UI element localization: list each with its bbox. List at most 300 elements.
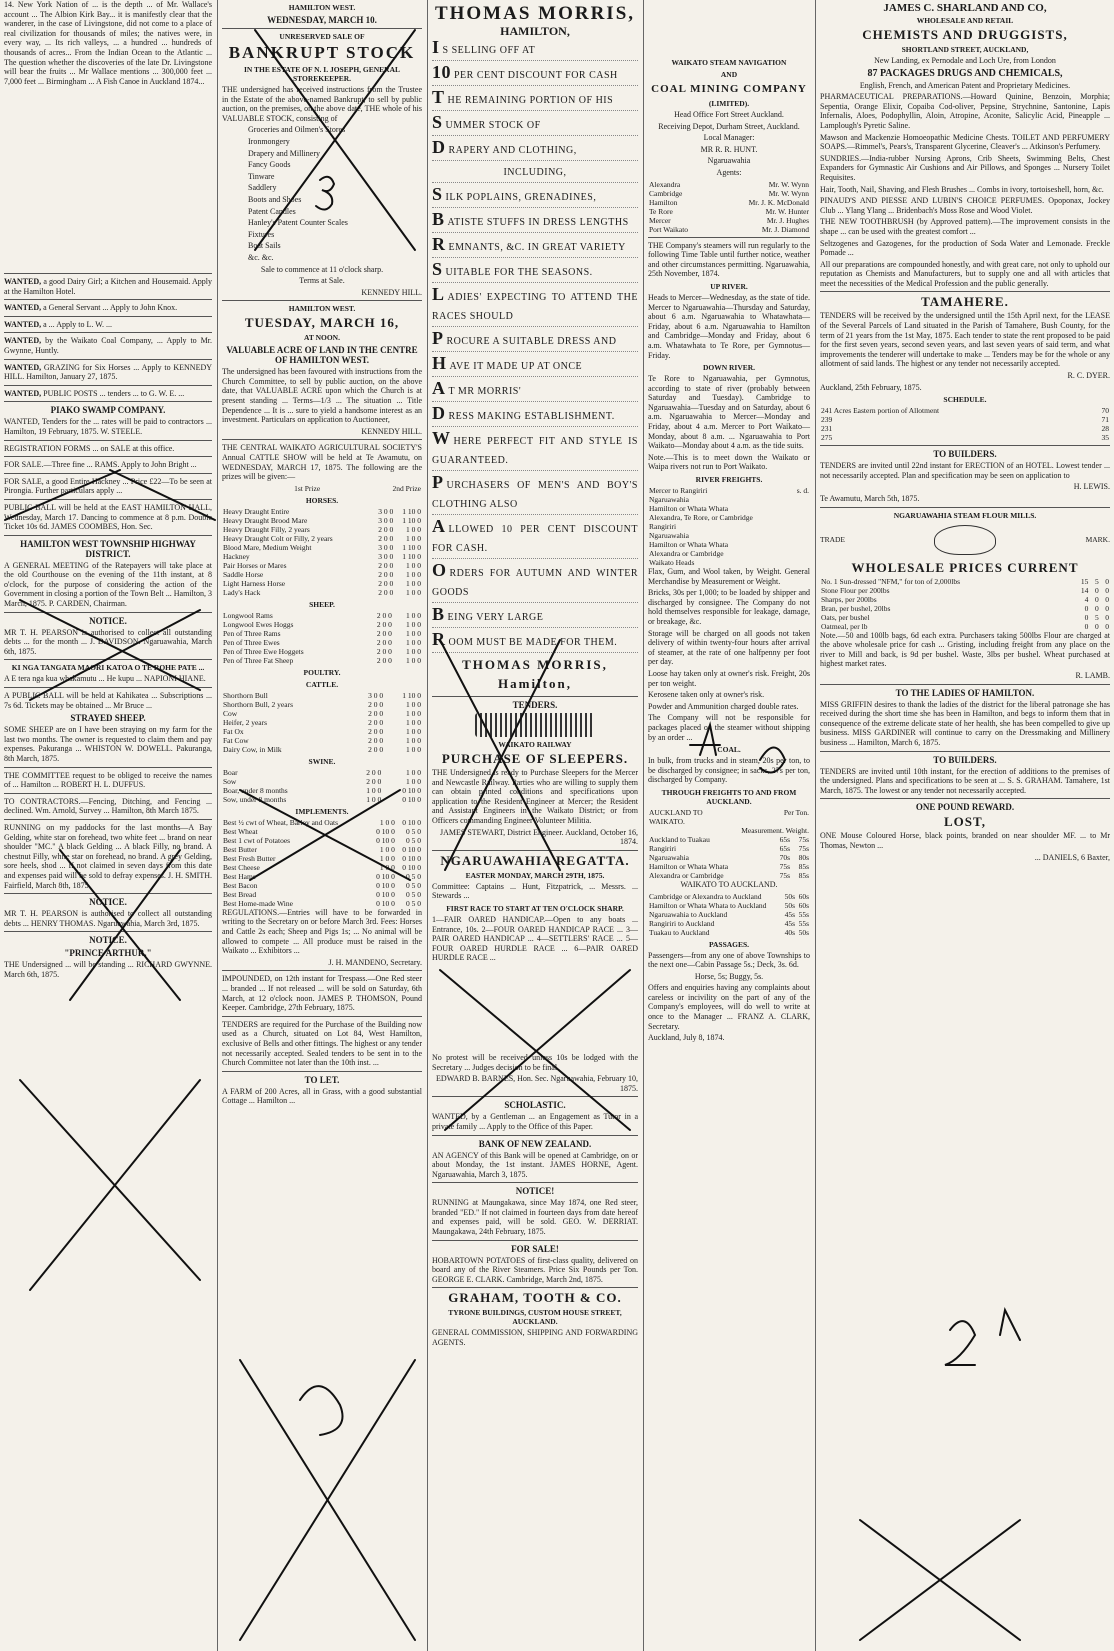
prize-row	[222, 579, 422, 588]
drop-letter: H	[432, 353, 447, 373]
agent-row	[648, 198, 810, 207]
table-cell: 3 0 0	[378, 515, 394, 525]
table-cell: 85s	[798, 870, 809, 880]
table-cell: 1 0 0	[406, 619, 421, 629]
morris-ad-lines	[432, 38, 638, 653]
running-ad: RUNNING at Maungakawa, since May 1874, one Red steer, branded "ED." If not claimed in fourteen days from date hereof and expenses paid, will be sold. GEO. W. DERRIAT. Maungakawa, 24th February, 1875.	[432, 1198, 638, 1237]
table-cell: 0	[1094, 594, 1099, 604]
table-cell: 3 0 0	[378, 551, 394, 561]
table-cell: 0 10 0	[376, 880, 395, 890]
highway-title: HAMILTON WEST TOWNSHIP HIGHWAY DISTRICT.	[20, 538, 196, 559]
prize-row	[222, 890, 422, 899]
table-cell: Stone Flour per 200lbs	[821, 585, 890, 595]
table-cell: s. d.	[796, 486, 809, 496]
sale-date: WEDNESDAY, MARCH 10.	[267, 15, 377, 25]
sale-date: TUESDAY, MARCH 16,	[244, 315, 400, 331]
price-row	[820, 586, 1110, 595]
prize-row	[222, 611, 422, 620]
schedule-title: SCHEDULE.	[943, 395, 987, 405]
table-cell: Ngaruawahia	[649, 852, 689, 862]
bank-text: AN AGENCY of this Bank will be opened at Cambridge, on or about Monday, the 1st instant. JAMES HORNE, Agent. Ngaruawahia, March 3, 1875.	[432, 1150, 638, 1179]
table-cell: Ngaruawahia	[649, 495, 689, 505]
prince-arthur-text: THE Undersigned ... will be standing ... RICHARD GWYNNE. March 6th, 1875.	[4, 960, 212, 979]
line-text: UITABLE FOR THE SEASONS.	[445, 267, 593, 278]
stock-item: Ironmongery	[248, 136, 290, 146]
prize-row	[222, 863, 422, 872]
bankrupt-text: THE undersigned has received instructions from the Trustee in the Estate of the above-named Bankrupt, to sell by public auction, on the premises, on the above date, THE whole of his VALUABLE STOCK, consisting of	[222, 85, 422, 123]
prize-row	[222, 899, 422, 908]
sharland-title: JAMES C. SHARLAND AND CO,	[883, 2, 1047, 14]
down-river-text: Te Rore to Ngaruawahia, per Gymnotus, according to state of river (probably between Saturday and Tuesday). Cambridge to Ngaruawahia—Tuesday and on Saturday, about 6 a.m. Ngaruawahia to Mercer—Monday and Friday, about 4 a.m. Mercer to Port Waikato—Monday, about 8 a.m. ... Ngaruawahia to Port Waikato—Monday about 4 a.m. as the tide suits.	[648, 374, 810, 451]
pinaud-text: PINAUD'S AND PIESSE AND LUBIN'S CHOICE PERFUMES. Opoponax, Jockey Club ... Ylang Ylang ... Bridenbach's Moss Rose and Wood Violet.	[820, 196, 1110, 215]
table-cell: 0 10 0	[402, 817, 421, 827]
schedule-row	[820, 406, 1110, 415]
regatta-sign: EDWARD B. BARNES, Hon. Sec. Ngaruawahia, February 10, 1875.	[436, 1074, 638, 1093]
stock-item: Hanley's Patent Counter Scales	[248, 218, 348, 228]
table-cell: 0 5 0	[406, 889, 421, 899]
table-cell: 60s	[798, 900, 809, 910]
table-cell: Best Home-made Wine	[223, 898, 293, 908]
prize-row	[222, 570, 422, 579]
merchant-name: THOMAS MORRIS,	[434, 3, 636, 24]
table-cell: 1 0 0	[406, 717, 421, 727]
prize-row	[222, 795, 422, 804]
table-cell: Best 1 cwt of Potatoes	[223, 835, 291, 845]
down-river-title: DOWN RIVER.	[702, 363, 756, 373]
schedule-row	[820, 415, 1110, 424]
table-cell: 0	[1105, 612, 1109, 622]
table-cell: 1 0 0	[406, 637, 421, 647]
table-cell: Shorthorn Bull, 2 years	[223, 699, 293, 709]
table-cell: Ngaruawahia to Auckland	[649, 909, 728, 919]
table-cell: Best Hams	[223, 871, 256, 881]
agent-row	[648, 225, 810, 234]
table-cell: Best ½ cwt of Wheat, Barley and Oats	[223, 817, 339, 827]
table-cell: Hackney	[223, 551, 250, 561]
table-cell: Saddle Horse	[223, 569, 264, 579]
auctioneer-name: KENNEDY HILL.	[361, 287, 422, 297]
table-cell: Longwool Ewes Hoggs	[223, 619, 294, 629]
table-cell: No. 1 Sun-dressed "NFM," for ton of 2,000lbs	[821, 576, 961, 586]
prize-row	[222, 629, 422, 638]
lewis-date: Te Awamutu, March 5th, 1875.	[820, 494, 920, 503]
prize-row	[222, 818, 422, 827]
table-cell: 0 5 0	[406, 898, 421, 908]
dyer-date: Auckland, 25th February, 1875.	[820, 382, 922, 392]
freight-row	[648, 540, 810, 549]
line-text: EING VERY LARGE	[447, 612, 544, 623]
reward-title: ONE POUND REWARD.	[915, 802, 1015, 813]
graham-title: GRAHAM, TOOTH & CO.	[448, 1290, 622, 1306]
shortland-street: SHORTLAND STREET, AUCKLAND,	[901, 45, 1029, 54]
line-text: ILK POPLAINS, GRENADINES,	[445, 192, 597, 203]
line-text: EMNANTS, &C. IN GREAT VARIETY	[448, 242, 626, 253]
stock-item: Patent Candles	[248, 206, 296, 216]
table-cell	[791, 495, 810, 504]
table-cell: 2 0 0	[376, 619, 392, 629]
griffin-text: MISS GRIFFIN desires to thank the ladies of the district for the liberal patronage she has received during the short time she has been in Hamilton, and begs to inform them that in consequence of the extreme delicate state of her health, she has been compelled to give up business. MISS GARDINER will continue to carry on the Dressmaking and Millinery business ... Hamilton, March 6, 1875.	[820, 699, 1110, 747]
trade-mark-emblem	[934, 525, 996, 555]
table-cell: 1 10 0	[402, 542, 421, 552]
prize-row	[222, 552, 422, 561]
table-cell: 0 10 0	[376, 898, 395, 908]
table-cell: Mr. J. K. McDonald	[748, 197, 809, 207]
seltzogenes-text: Seltzogenes and Gazogenes, for the production of Soda Water and Lemonade. Freckle Pomade ...	[820, 238, 1110, 258]
column-5	[816, 0, 1114, 1651]
committee-ad: THE COMMITTEE request to be obliged to receive the names of ... Hamilton ... ROBERT H. L. DUFFUS.	[4, 770, 212, 790]
table-cell: Fat Ox	[223, 726, 244, 736]
table-cell: 0 10 0	[376, 835, 395, 845]
table-cell: 1 0 0	[406, 646, 421, 656]
pharma-text: PHARMACEUTICAL PREPARATIONS.—Howard Quinine, Benzoin, Morphia; Sepentia, Orange Elixir, Copaiba Cod-oliver, Pepsine, Strychnine, Santonine, Lapis Infernalis, Aloes, Podophyllin, Aloin, Atropine, Aconite, Salicylic Acid, Pineapple ... Lamplough's Pyretic Saline.	[820, 92, 1110, 130]
church-tenders-ad: TENDERS are required for the Purchase of the Building now used as a Church, situated on Lot 84, West Hamilton, exclusive of Bells and other fittings. The highest or any tender not necessarily accepted. Sealed tenders to be sent in to the Church Committee not later than the 10th inst. ...	[222, 1019, 422, 1068]
table-cell: 45s	[784, 909, 796, 919]
table-cell: 0	[1094, 603, 1099, 613]
table-cell: 2 0 0	[376, 646, 392, 656]
prize-row	[222, 709, 422, 718]
table-cell: Port Waikato	[649, 224, 689, 234]
table-cell	[791, 549, 810, 558]
morris-line	[432, 163, 638, 183]
table-cell: Mr. J. Diamond	[761, 224, 809, 234]
up-river-text: Heads to Mercer—Wednesday, as the state of tide. Mercer to Ngaruawahia—Thursday and Saturday, about 6 a.m. Ngaruawahia to Whatawhata—Friday, about 6 a.m. Ngaruawahia to Hamilton and Cambridge—Monday and Friday, about 6 a.m. Whatawhata to Te Rore, per Gymnotus—Friday.	[648, 292, 810, 360]
table-cell: 0	[1084, 621, 1089, 631]
line-text: RESS MAKING ESTABLISHMENT.	[448, 411, 615, 422]
drop-letter: S	[432, 184, 443, 204]
table-cell: 1 0 0	[406, 655, 421, 665]
morris-line	[432, 379, 638, 402]
stock-item: Boots and Shoes	[248, 194, 302, 204]
table-cell: Sharps, per 200lbs	[821, 594, 877, 604]
offers-text: Offers and enquiries having any complaints about careless or incivility on the part of any of the Company's employees, will do well to write at once to the Manager ... FRANZ A. CLARK, Secretary.	[648, 983, 810, 1031]
freight-row	[648, 513, 810, 522]
wholesale-title: WHOLESALE PRICES CURRENT	[851, 559, 1079, 575]
for-sale-title: FOR SALE!	[511, 1243, 559, 1254]
for-sale-text: HOBARTOWN POTATOES of first-class quality, delivered on board any of the River Steamers. Price Six Pounds per Ton. GEORGE E. CLARK. Cambridge, March 2nd, 1875.	[432, 1255, 638, 1284]
agents-label: Agents:	[716, 167, 742, 177]
table-cell: Best Cheese	[223, 862, 260, 872]
line-text: ATISTE STUFFS IN DRESS LENGTHS	[447, 217, 629, 228]
table-cell: Hamilton or Whata Whata	[649, 861, 729, 871]
table-cell: 0 10 0	[402, 853, 421, 863]
prize-row	[222, 736, 422, 745]
morris-line	[432, 185, 638, 208]
table-cell: Te Rore	[649, 206, 673, 216]
scholastic-title: SCHOLASTIC.	[504, 1100, 566, 1111]
table-cell: 1 0 0	[406, 776, 421, 786]
table-cell: 0 5 0	[406, 871, 421, 881]
prize-row	[222, 836, 422, 845]
table-cell: 2 0 0	[378, 533, 394, 543]
prize-row	[222, 656, 422, 665]
table-cell: 0 10 0	[402, 862, 421, 872]
secretary-name: J. H. MANDENO, Secretary.	[328, 957, 422, 967]
table-cell: 275	[821, 433, 833, 443]
table-cell: 3 0 0	[368, 690, 384, 700]
classified-ad: WANTED, a good Dairy Girl; a Kitchen and Housemaid. Apply at the Hamilton Hotel.	[4, 277, 213, 296]
freight-row	[648, 549, 810, 558]
table-cell: 0	[1105, 594, 1109, 604]
contractors-ad: TO CONTRACTORS.—Fencing, Ditching, and Fencing ... declined. Wm. Arnold, Survey ... Hamilton, 8th March 1875.	[4, 796, 212, 816]
table-cell: Boar	[223, 767, 238, 777]
table-cell: Cambridge or Alexandra to Auckland	[649, 891, 762, 901]
table-cell: 1 0 0	[406, 524, 421, 534]
table-cell: 1 0 0	[406, 569, 421, 579]
classified-ad: WANTED, GRAZING for Six Horses ... Apply to KENNEDY HILL. Hamilton, January 27, 1875.	[4, 362, 213, 382]
freight-row	[648, 862, 810, 871]
storage-text: Storage will be charged on all goods not taken delivery of within twenty-four hours after arrival of steamer, at the rate of one halfpenny per foot per day.	[648, 628, 810, 667]
freight-row	[648, 910, 810, 919]
table-cell: 231	[821, 424, 833, 434]
merchant-place: HAMILTON,	[500, 24, 570, 38]
prize-row	[222, 543, 422, 552]
table-cell: 1 0 0	[406, 735, 421, 745]
schedule-row	[820, 424, 1110, 433]
table-cell: Hamilton	[649, 197, 678, 207]
table-cell: Pen of Three Ewes	[223, 637, 280, 647]
morris-line	[432, 235, 638, 258]
table-cell: 2 0 0	[378, 524, 394, 534]
freights-title: RIVER FREIGHTS.	[695, 475, 763, 485]
drop-letter: P	[432, 472, 444, 492]
table-cell: Dairy Cow, in Milk	[223, 744, 282, 754]
notice-title: NOTICE.	[89, 615, 127, 626]
table-cell: 2 0 0	[378, 560, 394, 570]
table-cell: Shorthorn Bull	[223, 690, 268, 700]
table-cell: Alexandra or Cambridge	[649, 549, 724, 559]
freight-row	[648, 928, 810, 937]
line-text: ROCURE A SUITABLE DRESS AND	[446, 336, 617, 347]
company-limited: (LIMITED).	[708, 99, 750, 108]
table-cell: 1 0 0	[366, 794, 382, 804]
ladies-title: TO THE LADIES OF HAMILTON.	[895, 687, 1035, 698]
table-cell: 0	[1105, 603, 1109, 613]
table-cell: Cambridge	[649, 188, 683, 198]
table-cell: 75s	[779, 861, 790, 871]
table-cell: Pair Horses or Mares	[223, 560, 287, 570]
table-cell: 2 0 0	[366, 776, 382, 786]
drop-letter: L	[432, 284, 445, 304]
prize-row	[222, 525, 422, 534]
all-goods-text: All our preparations are compounded honestly, and with great care, not only to uphold our reputation as Chemists and Manufacturers, but to supply one and all with articles that meet the necessities of the Medical Profession and the public generally.	[820, 259, 1110, 288]
wanted-ads	[4, 277, 212, 398]
head-office: Head Office Fort Street Auckland.	[674, 110, 784, 119]
section-title: SHEEP.	[309, 599, 335, 609]
section-title: IMPLEMENTS.	[295, 806, 349, 816]
table-cell: Mr. J. Hughes	[766, 215, 809, 225]
table-cell: 2 0 0	[376, 610, 392, 620]
packages-sub: English, French, and American Patent and Proprietary Medicines.	[859, 80, 1071, 90]
drop-letter: S	[432, 259, 443, 279]
morris-line	[432, 285, 638, 327]
table-cell: Sow, under 8 months	[223, 794, 287, 804]
prize-table	[222, 611, 422, 665]
prize-row	[222, 620, 422, 629]
sale-time: Sale to commence at 11 o'clock sharp.	[260, 264, 384, 274]
agent-row	[648, 207, 810, 216]
passages-text: Passengers—from any one of above Townships to the next one—Cabin Passage 5s.; Deck, 3s. 6d.	[648, 950, 810, 970]
line-text: OOM MUST BE MADE FOR THEM.	[448, 637, 618, 648]
schedule-table	[820, 406, 1110, 442]
price-row	[820, 613, 1110, 622]
table-cell: 65s	[779, 843, 790, 853]
freight-row	[648, 486, 810, 495]
notice-title: NOTICE.	[89, 935, 127, 946]
tamahere-text: TENDERS will be received by the undersigned until the 15th April next, for the LEASE of the Several Parcels of Land situated in the Parish of Tamahere, Bush County, for the term of 21 years from the 1st May, 1875. Each tender to state the rent proposed to be paid for the first seven years, second seven years, and last seven years of said term, and what improvements the tenderer will undertake to make ... Tenders may be for the whole or any allotment of said lands. The highest or any tender not necessarily accepted.	[820, 311, 1110, 369]
column-1	[0, 0, 216, 1651]
scholastic-text: WANTED, by a Gentleman ... an Engagement as Tutor in a private family ... Apply to the Office of this Paper.	[432, 1112, 638, 1131]
chemists-title: CHEMISTS AND DRUGGISTS,	[862, 27, 1068, 42]
table-cell: Alexandra, Te Rore, or Cambridge	[649, 513, 753, 523]
trade-mark-row	[820, 522, 1110, 558]
table-cell: 0	[1084, 612, 1089, 622]
section-title: POULTRY.	[303, 667, 341, 677]
drop-letter: D	[432, 403, 446, 423]
table-cell: 3 0 0	[378, 506, 394, 516]
table-cell: Hamilton or Whata Whata	[649, 504, 729, 514]
table-cell: 15	[1080, 576, 1089, 586]
coal-title: COAL.	[717, 745, 741, 755]
table-cell: 2 0 0	[378, 569, 394, 579]
prize-row	[222, 700, 422, 709]
graham-address: TYRONE BUILDINGS, CUSTOM HOUSE STREET, AUCKLAND.	[448, 1308, 622, 1327]
section-title: SWINE.	[308, 756, 336, 766]
table-cell: Waikato Heads	[649, 558, 695, 568]
drop-letter: W	[432, 428, 451, 448]
column-3	[428, 0, 642, 1651]
sharland-intro: New Landing, ex Pernodale and Loch Ure, from London	[874, 56, 1056, 65]
drop-letter: 10	[432, 62, 451, 82]
table-cell: 85s	[798, 861, 809, 871]
line-text: PER CENT DISCOUNT FOR CASH	[454, 70, 618, 81]
table-cell: Heifer, 2 years	[223, 717, 268, 727]
public-ball-ad: PUBLIC BALL will be held at the EAST HAMILTON HALL, Wednesday, March 17. Dancing to commence at 8 p.m. Double Ticket 10s 6d. JAMES COOMBES, Hon. Sec.	[4, 502, 212, 532]
prize-row	[222, 561, 422, 570]
table-cell: Bran, per bushel, 20lbs	[821, 603, 891, 613]
line-text: HERE PERFECT FIT AND STYLE IS GUARANTEED.	[432, 436, 638, 466]
passages-title: PASSAGES.	[708, 939, 750, 949]
table-cell: 4	[1084, 594, 1089, 604]
for-sale-ad: FOR SALE.—Three fine ... RAMS. Apply to John Bright ...	[4, 460, 197, 470]
prize-row	[222, 588, 422, 597]
table-cell: 1 10 0	[402, 515, 421, 525]
freight-row	[648, 901, 810, 910]
table-cell: Rangiriri to Auckland	[649, 918, 715, 928]
for-sale-ad: FOR SALE, a good Entire Hackney ... Price £22—To be seen at Pirongia. Further particulars apply ...	[4, 476, 212, 496]
graham-text: GENERAL COMMISSION, SHIPPING AND FORWARDING AGENTS.	[432, 1328, 638, 1348]
piako-text: WANTED, Tenders for the ... rates will be paid to contractors ... Hamilton, 19 February, 1875. W. STEELE.	[4, 417, 212, 436]
toothbrush-text: THE NEW TOOTHBRUSH (by Approved pattern).—The improvement consists in the shape ... can be used with the greatest comfort ...	[820, 217, 1110, 236]
prize-row	[222, 881, 422, 890]
table-cell: 241 Acres Eastern portion of Allotment	[821, 406, 940, 416]
running-ad: RUNNING on my paddocks for the last months—A Bay Gelding, white star on forehead, two white feet ... brand on near shoulder "MC." A black Gelding ... A black Filly, no brand. A chestnut Filly, white star on forehead, no brand. A grey Gelding, sore heels, shod ... If not claimed in seven days from this date and expenses paid will be sold to defray expenses. J. H. SMITH. Fairfield, March 8th, 1875.	[4, 822, 212, 890]
table-cell: Heavy Draught Colt or Filly, 2 years	[223, 533, 333, 543]
table-cell: 1 0 0	[366, 785, 382, 795]
table-cell: Sow	[223, 776, 237, 786]
prince-arthur-title: "PRINCE ARTHUR."	[64, 948, 152, 959]
through-header: AUCKLAND TO WAIKATO. Per Ton. Measurement. Weight.	[649, 807, 809, 835]
builders-title: TO BUILDERS.	[933, 449, 997, 460]
lamb-name: R. LAMB.	[1075, 670, 1110, 680]
classified-ad: WANTED, a ... Apply to L. W. ...	[4, 319, 113, 329]
freight-row	[648, 504, 810, 513]
railway-title: WAIKATO RAILWAY	[498, 740, 572, 749]
table-cell: 1 10 0	[402, 690, 421, 700]
table-cell: 71	[1101, 415, 1109, 425]
bricks-text: Bricks, 30s per 1,000; to be loaded by shipper and discharged by consignee. The Company do not hold themselves responsible for leakage, damage, or breakage, &c.	[648, 588, 810, 626]
table-cell: Mercer to Rangiriri	[649, 486, 708, 496]
line-text: HE REMAINING PORTION OF HIS	[447, 95, 614, 106]
impounded-ad: IMPOUNDED, on 12th instant for Trespass.—One Red steer ... branded ... If not released ... will be sold on Saturday, 6th March, at 12 o'clock noon. JAMES P. THOMSON, Pound Keeper. Cambridge, 27th February, 1875.	[222, 974, 422, 1013]
drop-letter: I	[432, 37, 440, 57]
line-text: AVE IT MADE UP AT ONCE	[449, 361, 583, 372]
builders-text: TENDERS are invited until 22nd instant for ERECTION of an HOTEL. Lowest tender ... not necessarily accepted. Plan and specification may be seen on application to	[820, 461, 1110, 480]
table-cell: Oats, per bushel	[821, 612, 870, 622]
line-text: UMMER STOCK OF	[445, 120, 541, 131]
cattle-show-title: THE CENTRAL WAIKATO AGRICULTURAL SOCIETY'S Annual CATTLE SHOW will be held at Te Awamutu, on WEDNESDAY, MARCH 17, 1875. The following are the prizes will be given:—	[222, 443, 422, 482]
valuable-acre-text: The undersigned has been favoured with instructions from the Church Committee, to sell by public auction, on the above date, that VALUABLE ACRE upon which the Church is at present standing ... Terms—1/3 ... The situation ... Title Dependence ... It is ... sure to yield a handsome interest as an investment. Particulars on application to Auctioneer,	[222, 367, 422, 425]
prize-table: 1st Prize 2nd Prize	[294, 483, 421, 493]
classified-ad: WANTED, by the Waikato Coal Company, ... Apply to Mr. Gwynne, Huntly.	[4, 336, 212, 355]
table-cell: 1 0 0	[406, 533, 421, 543]
table-cell: Fat Cow	[223, 735, 249, 745]
highway-text: A GENERAL MEETING of the Ratepayers will take place at the old Courthouse on the evening of the 11th instant, at 8 o'clock, for the purpose of considering the action of the Government in closing a portion of the Town Belt ... Hamilton, 3 March, 1875. P. CARDEN, Chairman.	[4, 560, 212, 609]
through-freights-title: THROUGH FREIGHTS TO AND FROM AUCKLAND.	[661, 787, 797, 806]
prize-table	[222, 691, 422, 754]
bank-title: BANK OF NEW ZEALAND.	[478, 1138, 592, 1149]
table-cell: 1 0 0	[406, 767, 421, 777]
table-cell: 70s	[779, 852, 790, 862]
table-cell: 0 5 0	[406, 826, 421, 836]
table-cell: 239	[821, 415, 833, 425]
powder-text: Powder and Ammunition charged double rates.	[648, 701, 799, 711]
table-cell: Rangiriri	[649, 843, 677, 853]
drop-letter: O	[432, 560, 447, 580]
table-cell: 0 10 0	[402, 785, 421, 795]
freight-row	[648, 558, 810, 567]
table-cell: 0 10 0	[376, 889, 395, 899]
table-cell: 0	[1105, 585, 1109, 595]
table-cell: Mr. W. Wynn	[768, 179, 809, 189]
registration-ad: REGISTRATION FORMS ... on SALE at this office.	[4, 443, 175, 453]
morris-line	[432, 113, 638, 136]
table-cell: 2 0 0	[368, 708, 384, 718]
sleepers-title: PURCHASE OF SLEEPERS.	[441, 751, 629, 766]
up-river-title: UP RIVER.	[710, 281, 748, 291]
table-cell: Heavy Draught Filly, 2 years	[223, 524, 310, 534]
table-cell: 1 0 0	[406, 708, 421, 718]
table-cell: 2 0 0	[378, 578, 394, 588]
company-title: WAIKATO STEAM NAVIGATION	[671, 58, 787, 67]
schedule-row	[820, 433, 1110, 442]
prize-row	[222, 691, 422, 700]
train-engraving	[475, 713, 595, 737]
table-cell: Alexandra or Cambridge	[649, 870, 724, 880]
timetable-note: Note.—This is to meet down the Waikato or Waipa rivers not run to Port Waikato.	[648, 452, 810, 472]
table-cell: 60s	[798, 891, 809, 901]
prize-row	[222, 534, 422, 543]
table-cell: Best Butter	[223, 844, 257, 854]
notice-title: NOTICE.	[89, 897, 127, 908]
notice-text: MR T. H. PEARSON is authorised to collect all outstanding debts ... HENRY THOMAS. Ngaruawahia, March 3rd, 1875.	[4, 909, 212, 928]
stock-item: Fancy Goods	[248, 160, 291, 170]
steamers-text: THE Company's steamers will run regularly to the following Time Table until further notice, weather and other circumstances permitting. Ngaruawahia, 25th November, 1874.	[648, 240, 810, 279]
maori-title: KI NGA TANGATA MAORI KATOA O TE ROHE PATE ...	[11, 663, 205, 673]
morris-line	[432, 63, 638, 86]
column-2	[218, 0, 426, 1651]
article-text: 14. New York Nation of ... is the depth ... of Mr. Wallace's account ... The Albion Kirk Bay... it is manifestly clear that the wanderer, in the case of Livingstone, did not come to a place of real civilization for thousands of miles; the natives were, in every way, ... Its rich valleys, ... a hundred ... hundreds of thousands of acres... From the Indian Ocean to the Atlantic ... The question whether the discoveries of the late Dr. Livingstone will bear the fruits ... Mr Wallace mentions ... 300,000 feet ... 7,000 feet ... Birmingham ... A Fish Canoe in Auckland 1874...	[4, 0, 212, 86]
stock-item: Tinware	[248, 171, 275, 181]
